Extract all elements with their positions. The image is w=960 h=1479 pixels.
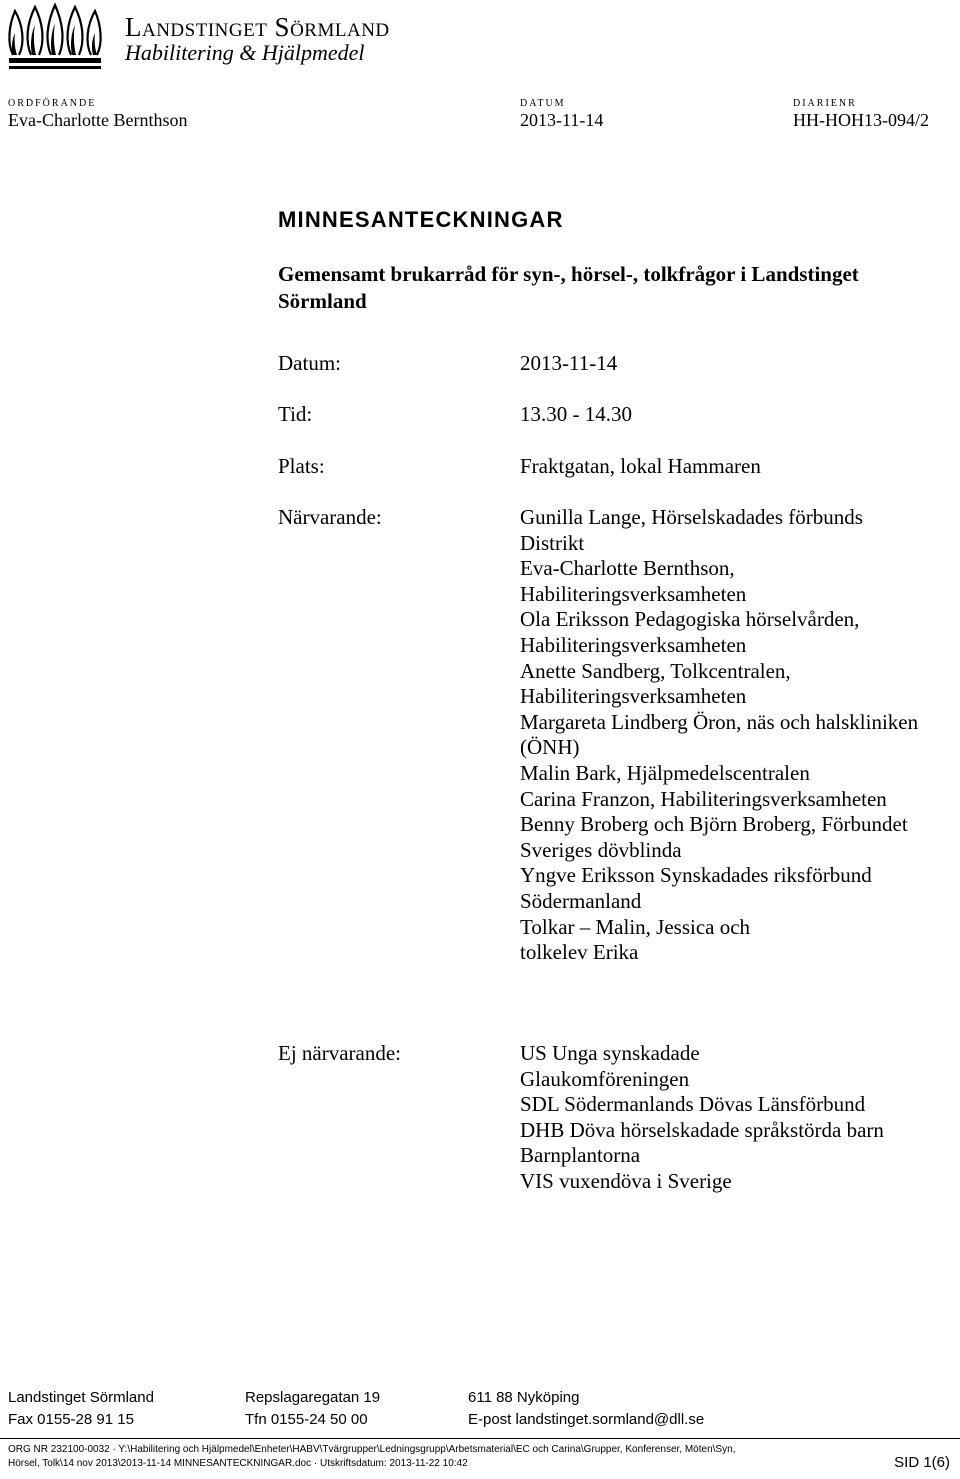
document-subtitle: Gemensamt brukarråd för syn-, hörsel-, tolkfrågor i Landstinget Sörmland [278,262,859,313]
present-line: Yngve Eriksson Synskadades riksförbund [520,863,872,888]
diary-value: HH-HOH13-094/2 [793,110,929,130]
absent-line: DHB Döva hörselskadade språkstörda barn [520,1117,884,1142]
date-meta-value: 2013-11-14 [520,110,604,130]
present-line: Habiliteringsverksamheten [520,632,747,657]
organization-name: Landstinget Sörmland [125,12,390,42]
footer-fax: Fax 0155-28 91 15 [8,1411,134,1428]
place-value: Fraktgatan, lokal Hammaren [520,454,761,478]
present-line: Sveriges dövblinda [520,837,682,862]
date-label: Datum: [278,351,341,375]
absent-line: SDL Södermanlands Dövas Länsförbund [520,1092,866,1117]
document-title: MINNESANTECKNINGAR [278,207,564,232]
chair-label: ORDFÖRANDE [8,98,97,109]
footer-phone: Tfn 0155-24 50 00 [245,1411,368,1428]
absent-line: Glaukomföreningen [520,1066,690,1091]
present-line: Tolkar – Malin, Jessica och [520,914,751,939]
time-label: Tid: [278,402,313,426]
present-line: Södermanland [520,888,642,913]
present-line: Ola Eriksson Pedagogiska hörselvården, [520,607,860,632]
crown-lotus-logo-icon [5,3,105,73]
absent-label: Ej närvarande: [278,1041,402,1065]
chair-value: Eva-Charlotte Bernthson [8,110,188,130]
present-line: Margareta Lindberg Öron, näs och halskliniken [520,709,919,734]
footer-divider [0,1438,960,1439]
absent-line: Barnplantorna [520,1143,641,1168]
present-line: Anette Sandberg, Tolkcentralen, [520,658,791,683]
page-number: SID 1(6) [894,1454,950,1471]
present-line: Carina Franzon, Habiliteringsverksamheten [520,786,887,811]
time-value: 13.30 - 14.30 [520,402,632,426]
present-line: Malin Bark, Hjälpmedelscentralen [520,760,810,785]
present-line: (ÖNH) [520,735,580,760]
diary-label: DIARIENR [793,98,857,109]
place-label: Plats: [278,454,325,478]
footer-path-line-2: Hörsel, Tolk\14 nov 2013\2013-11-14 MINNESANTECKNINGAR.doc · Utskriftsdatum: 2013-11-22 10:42 [8,1458,468,1469]
footer-city: 611 88 Nyköping [468,1389,580,1406]
present-line: Benny Broberg och Björn Broberg, Förbundet [520,812,908,837]
present-line: Habiliteringsverksamheten [520,581,747,606]
present-line: Distrikt [520,530,585,555]
present-list [520,505,918,966]
footer-org: Landstinget Sörmland [8,1389,154,1406]
present-line: Eva-Charlotte Bernthson, [520,556,735,581]
present-line: Gunilla Lange, Hörselskadades förbunds [520,505,863,529]
absent-list [520,1041,884,1195]
absent-line: VIS vuxendöva i Sverige [520,1168,732,1193]
date-value: 2013-11-14 [520,351,618,375]
date-meta-label: DATUM [520,98,566,109]
present-line: Habiliteringsverksamheten [520,684,747,709]
footer-path-line-1: ORG NR 232100-0032 · Y:\Habilitering och Hjälpmedel\Enheter\HABV\Tvärgrupper\Ledningsgrupp\Arbetsmaterial\EC och Carina\Grupper, Konferenser, Möten\Syn, [8,1444,736,1455]
organization-unit: Habilitering & Hjälpmedel [125,40,365,65]
footer-email: E-post landstinget.sormland@dll.se [468,1411,705,1428]
present-line: tolkelev Erika [520,940,639,965]
footer-street: Repslagaregatan 19 [245,1389,381,1406]
absent-line: US Unga synskadade [520,1041,700,1065]
present-label: Närvarande: [278,505,382,529]
